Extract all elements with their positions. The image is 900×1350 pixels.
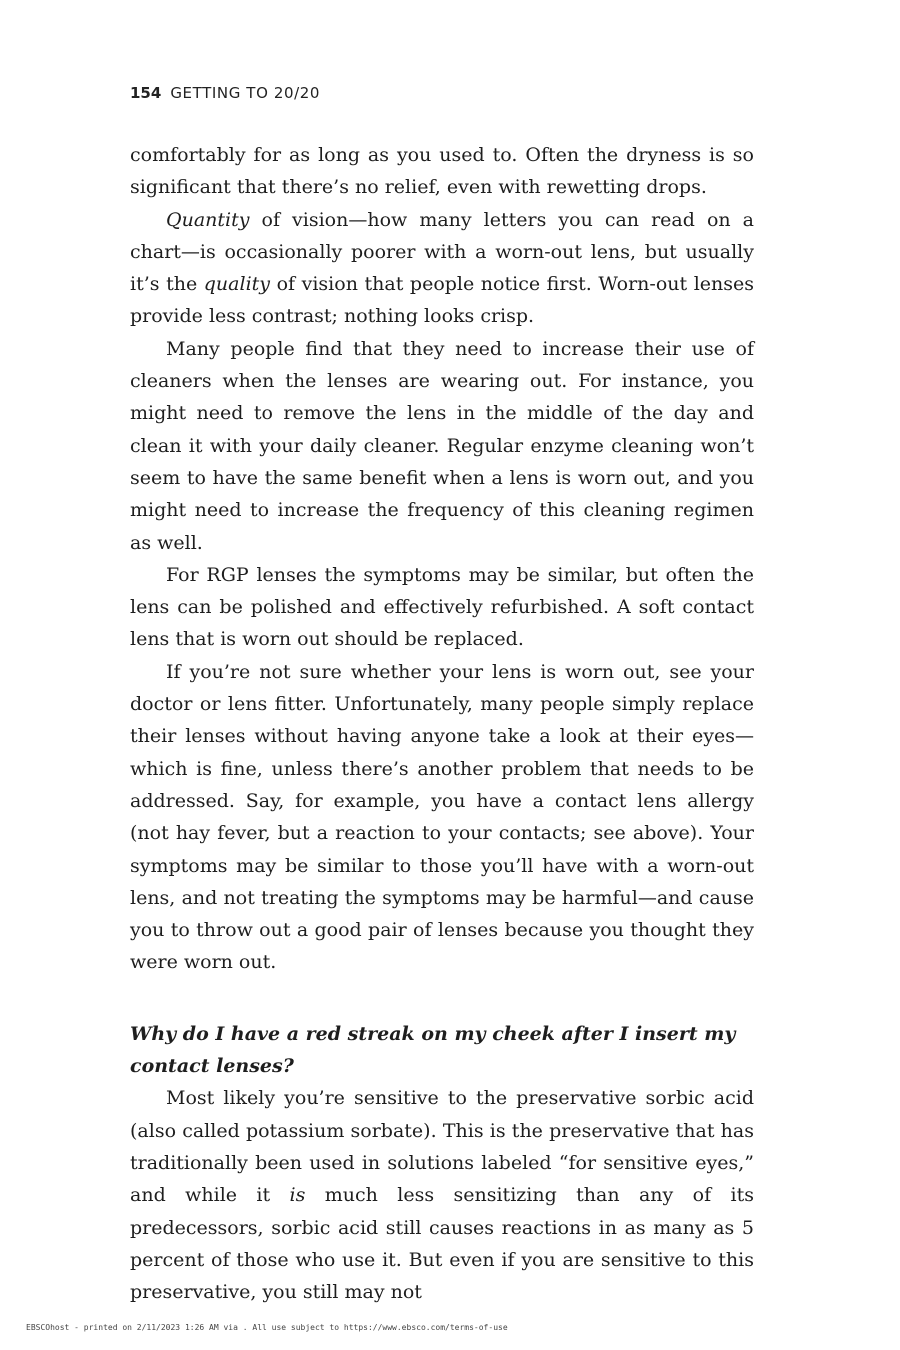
paragraph-6: Most likely you’re sensitive to the preservative sorbic acid (also called potassium sorbate). This is the preservative that has traditionally been used in solutions labeled “for sensitive eyes,” and while it is much less sensitizing than any of its predecessors, sorbic acid still causes reactions in as many as 5 percent of those who use it. But even if you are sensitive to this preservative, you still may not xyxy=(130,1087,754,1304)
running-header xyxy=(130,84,320,102)
emphasis-quality: quality xyxy=(203,273,271,296)
paragraph-2: Quantity of vision—how many letters you can read on a chart—is occasionally poorer with a worn-out lens, but usually it’s the quality of vision that people notice first. Worn-out lenses provide less contrast; nothing looks crisp. xyxy=(130,208,755,328)
print-footer: EBSCOhost - printed on 2/11/2023 1:26 AM via . All use subject to https://www.ebsco.com/terms-of-use xyxy=(26,1323,508,1332)
emphasis-is: is xyxy=(289,1184,306,1207)
paragraph-5: If you’re not sure whether your lens is worn out, see your doctor or lens fitter. Unfortunately, many people simply replace their lenses without having anyone take a look at their eyes—which is fine, unless there’s another problem that needs to be addressed. Say, for example, you have a contact lens allergy (not hay fever, but a reaction to your contacts; see above). Your symptoms may be similar to those you’ll have with a worn-out lens, and not treating the symptoms may be harmful—and cause you to throw out a good pair of lenses because you thought they were worn out. xyxy=(130,660,754,974)
paragraph-1: comfortably for as long as you used to. Often the dryness is so significant that there’s no relief, even with rewetting drops. xyxy=(130,144,754,199)
running-title: GETTING TO 20/20 xyxy=(170,84,321,102)
question-heading: Why do I have a red streak on my cheek after I insert my contact lenses? xyxy=(130,1022,736,1078)
paragraph-4: For RGP lenses the symptoms may be similar, but often the lens can be polished and effectively refurbished. A soft contact lens that is worn out should be replaced. xyxy=(130,563,754,651)
body-text xyxy=(130,139,754,1308)
paragraph-3: Many people find that they need to increase their use of cleaners when the lenses are wearing out. For instance, you might need to remove the lens in the middle of the day and clean it with your daily cleaner. Regular enzyme cleaning won’t seem to have the same benefit when a lens is worn out, and you might need to increase the frequency of this cleaning regimen as well. xyxy=(130,337,754,554)
emphasis-quantity: Quantity xyxy=(166,208,250,231)
page-number: 154 xyxy=(130,84,162,102)
